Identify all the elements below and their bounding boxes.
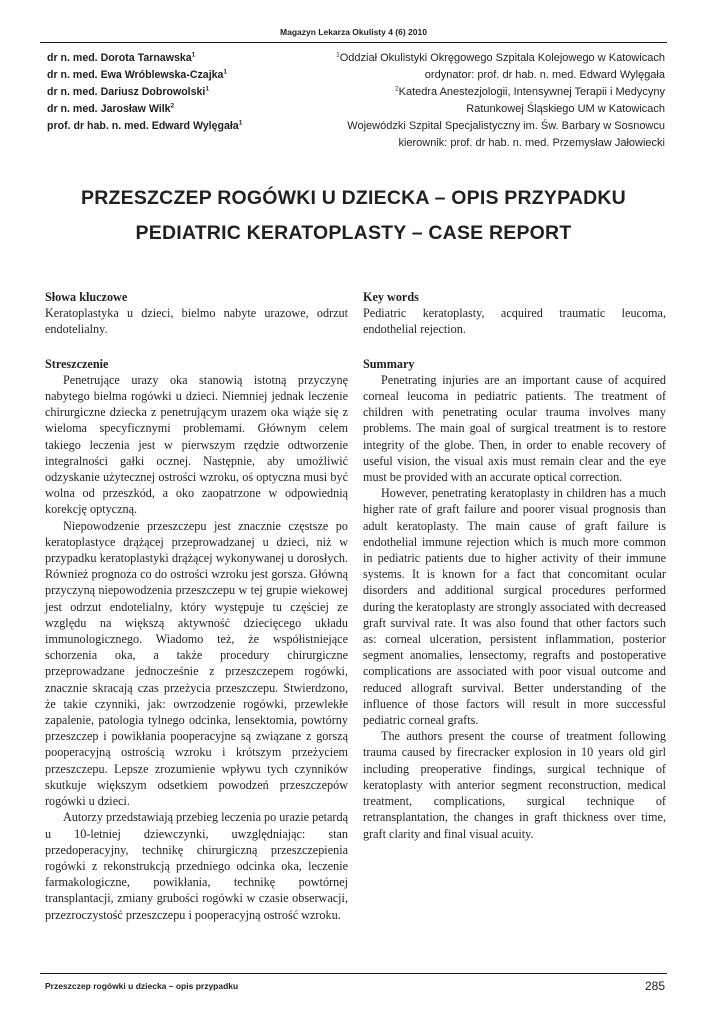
author-affiliation-mark: 1: [223, 68, 228, 76]
affiliation-text: Ratunkowej Śląskiego UM w Katowicach: [466, 103, 665, 115]
affiliation-mark: 1: [336, 51, 340, 59]
author-affiliation-mark: 1: [238, 119, 243, 127]
summary-paragraph: The authors present the course of treatment following trauma caused by firecracker explosion in 10 years old girl including preoperative findings, surgical technique of keratoplasty with anterior segment reconstruction, medical treatment, complications, surgical technique of retransplantation, the changes in graft thickness over time, graft clarity and final visual acuity.: [363, 729, 666, 841]
english-column: [363, 289, 666, 842]
author-name: dr n. med. Dorota Tarnawska: [47, 52, 192, 64]
affiliation-list: [285, 50, 665, 152]
affiliation-line: [285, 50, 665, 67]
affiliation-mark: 2: [394, 85, 399, 93]
summary-paragraph: Penetrating injuries are an important cause of acquired corneal leucoma in pediatric patients. The treatment of children with penetrating ocular trauma involves many problems. The main goal of surgical treatment is to restore integrity of the globe. Then, in order to enable recovery of useful vision, the visual axis must remain clear and the eye must be provided with an accurate optical correction.: [363, 372, 666, 485]
affiliation-line: [285, 84, 665, 101]
header-divider: [40, 42, 667, 43]
affiliation-line: [285, 118, 665, 135]
author-name: dr n. med. Ewa Wróblewska-Czajka: [47, 69, 224, 81]
author-line: [47, 50, 287, 67]
summary-paragraph: Penetrujące urazy oka stanowią istotną przyczynę nabytego bielma rogówki u dzieci. Niemniej jednak leczenie chirurgiczne dziecka z penetrującym urazem oka wiąże się z wieloma specyficznymi problemami. Głównym celem takiego leczenia jest w pierwszym rzędzie odtworzenie integralności gałki ocznej. Następnie, aby umożliwić odzyskanie użytecznej ostrości wzroku, oś optyczna musi być wolna od przeszkód, a oko zaopatrzone w odpowiednią korekcję optyczną.: [45, 372, 348, 517]
title-polish: PRZESZCZEP ROGÓWKI U DZIECKA – OPIS PRZYPADKU: [81, 187, 626, 209]
affiliation-text: Oddział Okulistyki Okręgowego Szpitala Kolejowego w Katowicach: [339, 52, 665, 64]
author-line: [47, 67, 287, 84]
polish-column: [45, 289, 348, 923]
author-affiliation-mark: 2: [170, 102, 175, 110]
affiliation-text: Katedra Anestezjologii, Intensywnej Terapii i Medycyny: [398, 86, 665, 98]
author-name: dr n. med. Jarosław Wilk: [47, 103, 171, 115]
summary-paragraph: Niepowodzenie przeszczepu jest znacznie częstsze po keratoplastyce drążącej przeprowadzanej u dzieci, niż w przypadku keratoplastyki drążącej wykonywanej u dorosłych. Również prognoza co do ostrości wzroku jest gorsza. Główną przyczyną niepowodzenia przeszczepu w tej grupie wiekowej jest odrzut endotelialny, który występuje tu częściej ze względu na większą aktywność dziecięcego układu immunologicznego. Wiadomo też, że współistniejące schorzenia oka, a także procedury chirurgiczne przeprowadzane jednocześnie z przeszczepem rogówki, znacznie skracają czas przeżycia przeszczepu. Stwierdzono, że takie czynniki, jak: owrzodzenie rogówki, przewlekłe zapalenie, patologia tylnego odcinka, lensektomia, powtórny przeszczep i powikłania pooperacyjne są związane z gorszą pooperacyjną ostrością wzroku i krótszym przeżyciem przeszczepu. Lepsze zrozumienie wpływu tych czynników skutkuje większym odsetkiem powodzeń przeszczepów rogówki u dzieci.: [45, 518, 348, 809]
summary-paragraph: However, penetrating keratoplasty in children has a much higher rate of graft failure and poorer visual prognosis than adult keratoplasty. The main cause of graft failure is endothelial immune rejection which is much more common in pediatric patients due to higher activity of their immune systems. It is known for a fact that concomitant ocular disorders and additional surgical procedures performed during the keratoplasty are strongly associated with decreased graft survival rate. It was also found that other factors such as: corneal ulceration, persistent inflammation, posterior segment anomalies, lensectomy, regrafts and postoperative complications are associated with poor visual outcome and reduced allograft survival. Better understanding of the influence of those factors will result in more successful pediatric corneal grafts.: [363, 486, 666, 728]
keywords-heading: Key words: [363, 290, 419, 304]
affiliation-line: [285, 67, 665, 84]
affiliation-text: ordynator: prof. dr hab. n. med. Edward Wylęgała: [424, 69, 665, 81]
author-line: [47, 101, 287, 118]
author-name: prof. dr hab. n. med. Edward Wylęgała: [47, 120, 239, 132]
keywords-heading: Słowa kluczowe: [45, 290, 128, 304]
summary-heading: Streszczenie: [45, 356, 109, 371]
affiliation-text: Wojewódzki Szpital Specjalistyczny im. Św. Barbary w Sosnowcu: [347, 120, 665, 132]
author-line: [47, 84, 287, 101]
author-affiliation-mark: 1: [191, 51, 196, 59]
title-english: PEDIATRIC KERATOPLASTY – CASE REPORT: [135, 222, 572, 244]
keywords-text: Keratoplastyka u dzieci, bielmo nabyte urazowe, odrzut endotelialny.: [45, 306, 348, 337]
page-number: 285: [644, 979, 665, 993]
author-list: [47, 50, 287, 135]
keywords-text: Pediatric keratoplasty, acquired traumatic leucoma, endothelial rejection.: [363, 306, 666, 337]
author-line: [47, 118, 287, 135]
footer-divider: [40, 973, 667, 974]
journal-header: Magazyn Lekarza Okulisty 4 (6) 2010: [280, 27, 427, 37]
summary-paragraph: Autorzy przedstawiają przebieg leczenia po urazie petardą u 10-letniej dziewczynki, uwzględniając: stan przedoperacyjny, technikę chirurgiczną przeszczepienia rogówki z rekonstrukcją przedniego odcinka oka, leczenie farmakologiczne, powikłania, technikę powtórnej transplantacji, zmiany grubości rogówki w czasie obserwacji, przezroczystość przeszczepu i pooperacyjną ostrość wzroku.: [45, 810, 348, 922]
author-affiliation-mark: 1: [205, 85, 209, 93]
summary-heading: Summary: [363, 356, 415, 371]
running-title: Przeszczep rogówki u dziecka – opis przypadku: [45, 981, 239, 991]
affiliation-line: [285, 135, 665, 152]
affiliation-line: [285, 101, 665, 118]
affiliation-text: kierownik: prof. dr hab. n. med. Przemysław Jałowiecki: [398, 137, 665, 149]
author-name: dr n. med. Dariusz Dobrowolski: [47, 86, 206, 98]
